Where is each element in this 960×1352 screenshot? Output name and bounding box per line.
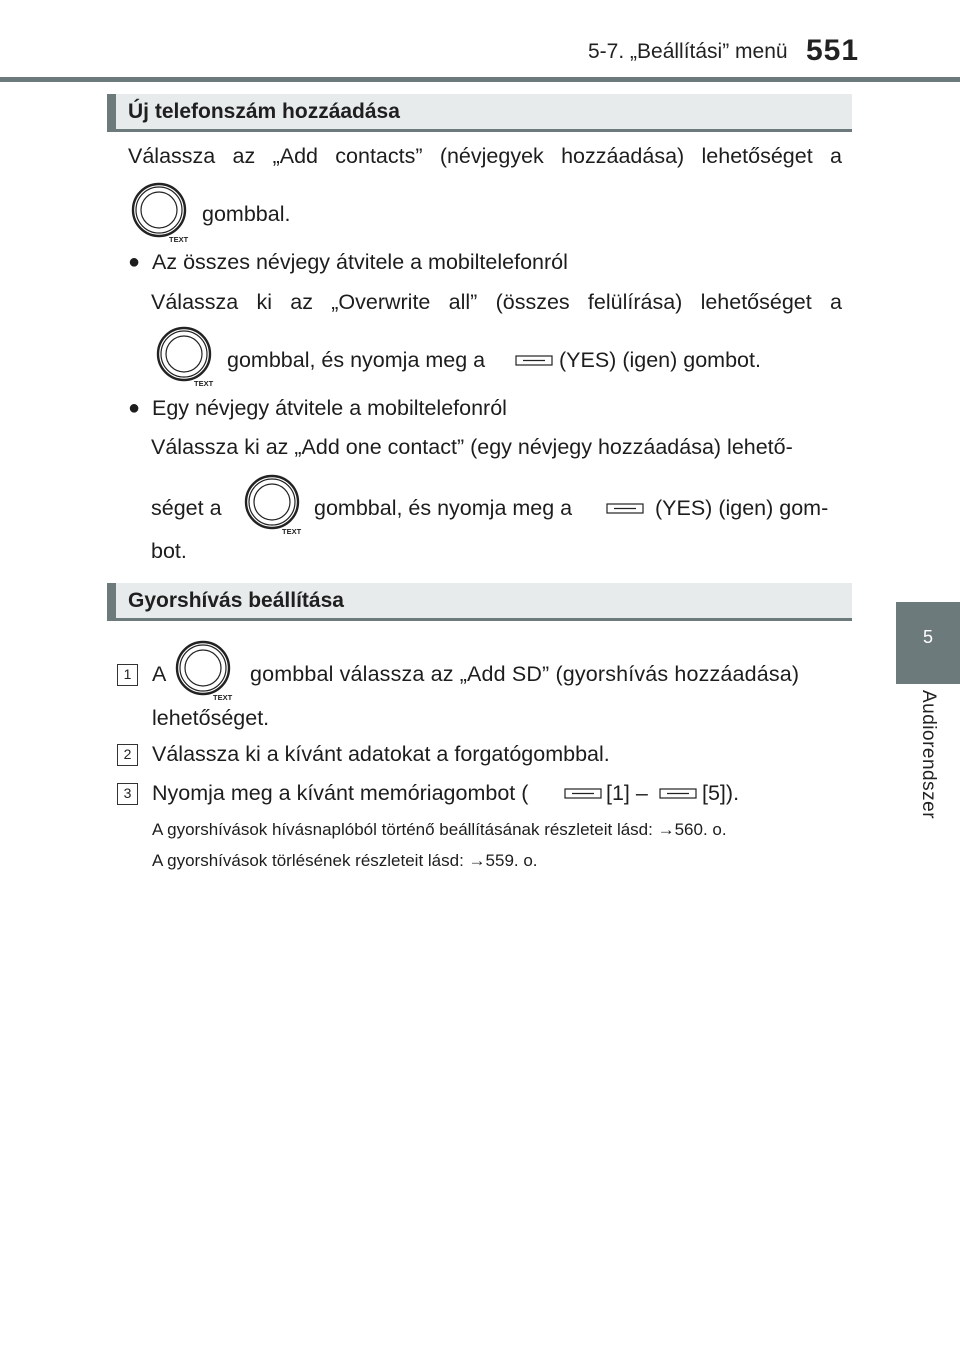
svg-text:TEXT: TEXT: [169, 235, 189, 244]
section-title: Gyorshívás beállítása: [128, 589, 344, 612]
header-rule: [0, 77, 960, 82]
word: (összes: [495, 290, 570, 314]
step3-text-c: [5]).: [702, 781, 740, 805]
word: all”: [448, 290, 478, 314]
step3-text-b: [1] –: [606, 781, 648, 805]
preset-key-icon: [605, 501, 645, 517]
section-heading-new-number: [107, 94, 852, 132]
bullet2-line-2a: séget a: [151, 496, 222, 520]
bullet2-title: Egy névjegy átvitele a mobiltelefonról: [152, 396, 507, 420]
preset-key-icon: [514, 353, 554, 369]
step1-text-c: lehetőséget.: [152, 706, 270, 730]
step-number-2: 2: [117, 744, 138, 766]
chapter-title: Audiorendszer: [918, 690, 939, 820]
page-number: 551: [806, 34, 860, 67]
bullet-icon: ●: [128, 251, 141, 273]
section-title: Új telefonszám hozzáadása: [128, 100, 400, 123]
word: hozzáadása): [561, 144, 685, 168]
note-history-reference: A gyorshívások hívásnaplóból történő beállításának részleteit lásd: →560. o.: [152, 820, 727, 839]
word: a: [830, 290, 842, 314]
svg-text:TEXT: TEXT: [282, 527, 302, 536]
intro-line-1: [128, 144, 842, 169]
bullet1-title: Az összes névjegy átvitele a mobiltelefonról: [152, 250, 568, 274]
svg-text:TEXT: TEXT: [194, 379, 214, 388]
note-delete-reference: A gyorshívások törlésének részleteit lásd: →559. o.: [152, 851, 538, 870]
section-heading-speed-dial: [107, 583, 852, 621]
preset-key-icon: [563, 786, 603, 802]
intro-line-2: gombbal.: [202, 202, 291, 226]
bullet1-line-2b: (YES) (igen) gombot.: [559, 348, 761, 372]
word: a: [830, 144, 842, 168]
tune-knob-icon: [173, 638, 237, 702]
chapter-title-tab: [897, 690, 959, 840]
svg-text:TEXT: TEXT: [213, 693, 233, 702]
word: az: [232, 144, 256, 168]
word: „Overwrite: [331, 290, 431, 314]
step-number-3: 3: [117, 783, 138, 805]
step-number-1: 1: [117, 664, 138, 686]
preset-key-icon: [658, 786, 698, 802]
bullet-icon: ●: [128, 397, 141, 419]
bullet2-line-3: bot.: [151, 539, 187, 563]
step2-text: Válassza ki a kívánt adatokat a forgatógombbal.: [152, 742, 610, 766]
word: felülírása): [587, 290, 683, 314]
section-header: 5-7. „Beállítási” menü: [588, 40, 788, 63]
word: az: [290, 290, 313, 314]
chapter-tab: 5: [896, 602, 960, 684]
word: contacts”: [335, 144, 423, 168]
step1-text-a: A: [152, 662, 167, 686]
tune-knob-icon: [154, 324, 218, 388]
bullet2-line-2c: (YES) (igen) gom-: [655, 496, 829, 520]
step1-text-b: gombbal válassza az „Add SD” (gyorshívás hozzáadása): [250, 662, 800, 686]
bullet2-line-1: Válassza ki az „Add one contact” (egy névjegy hozzáadása) lehető-: [151, 435, 793, 459]
tune-knob-icon: [129, 180, 193, 244]
word: Válassza: [128, 144, 216, 168]
word: „Add: [272, 144, 318, 168]
word: lehetőséget: [701, 144, 813, 168]
bullet2-line-2b: gombbal, és nyomja meg a: [314, 496, 573, 520]
step3-text-a: Nyomja meg a kívánt memóriagombot (: [152, 781, 529, 805]
bullet1-line-1: [151, 290, 842, 315]
bullet1-line-2a: gombbal, és nyomja meg a: [227, 348, 486, 372]
word: (névjegyek: [439, 144, 544, 168]
word: ki: [256, 290, 273, 314]
word: Válassza: [151, 290, 239, 314]
tune-knob-icon: [242, 472, 306, 536]
word: lehetőséget: [700, 290, 812, 314]
